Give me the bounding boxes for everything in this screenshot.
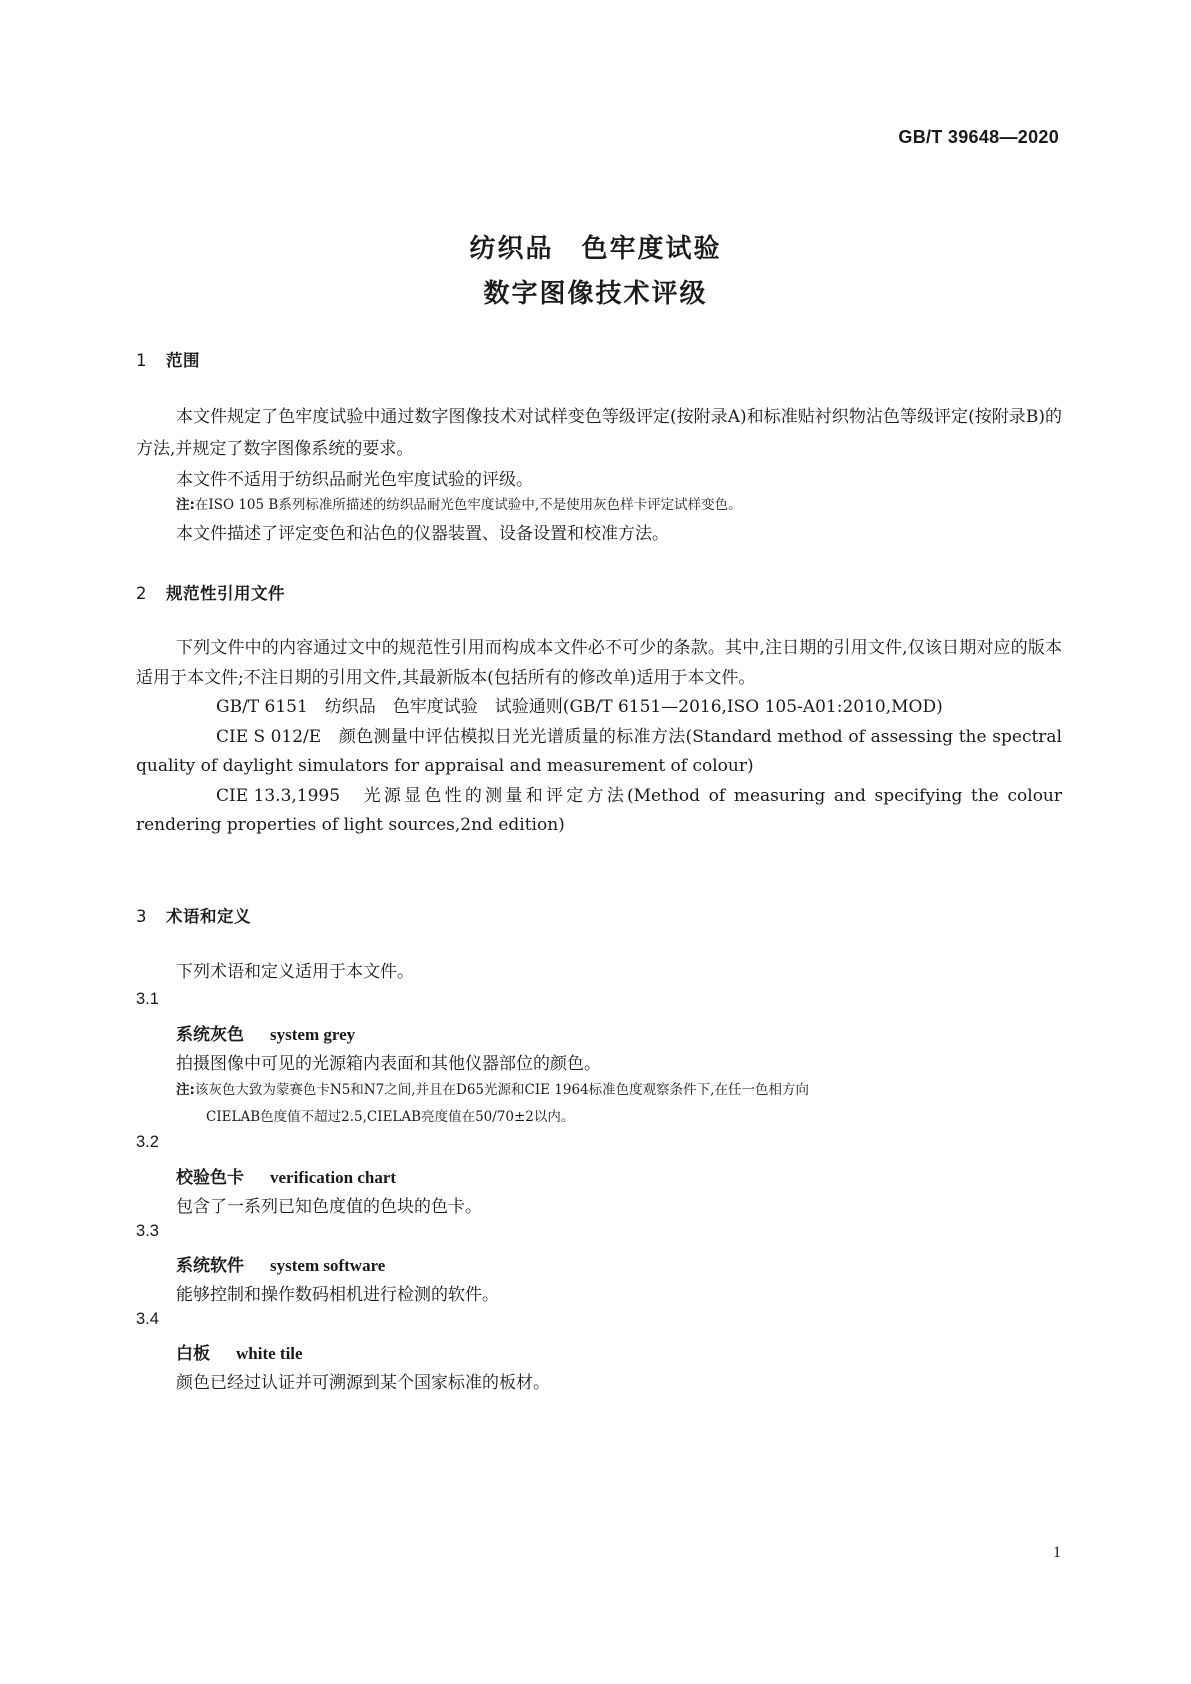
- paragraph: 本文件规定了色牢度试验中通过数字图像技术对试样变色等级评定(按附录A)和标准贴衬织物沾色等级评定(按附录B)的方法,并规定了数字图像系统的要求。: [136, 407, 1062, 459]
- term-number: 3.4: [136, 1310, 159, 1328]
- paragraph: 本文件描述了评定变色和沾色的仪器装置、设备设置和校准方法。: [176, 524, 669, 544]
- section-1-body: [136, 402, 1062, 497]
- term-heading: [176, 1163, 396, 1188]
- section-number: 3: [136, 907, 147, 926]
- document-title-line1: 纺织品 色牢度试验: [469, 234, 722, 264]
- note-label: 注:: [176, 497, 195, 513]
- reference-text: 颜色测量中评估模拟日光光谱质量的标准方法(Standard method of assessing the spectral quality of daylight simulators for appraisal and measurement of colour): [136, 726, 1062, 776]
- note-text-continued: CIELAB色度值不超过2.5,CIELAB亮度值在50/70±2以内。: [206, 1109, 575, 1125]
- section-1-heading: [136, 347, 200, 371]
- term-note: [176, 1077, 1062, 1131]
- section-2-body: [136, 634, 1062, 841]
- term-zh: 系统软件: [176, 1256, 244, 1276]
- standard-code: GB/T 39648—2020: [898, 127, 1059, 147]
- term-heading: [176, 1339, 303, 1364]
- section-3-heading: [136, 903, 251, 927]
- section-number: 2: [136, 584, 147, 603]
- term-zh: 白板: [176, 1344, 210, 1364]
- term-definition: 拍摄图像中可见的光源箱内表面和其他仪器部位的颜色。: [176, 1054, 601, 1074]
- term-definition: 包含了一系列已知色度值的色块的色卡。: [176, 1197, 482, 1217]
- section-2-heading: [136, 580, 285, 604]
- term-number: 3.1: [136, 990, 159, 1008]
- reference-item: [136, 693, 1062, 723]
- note-label: 注:: [176, 1082, 195, 1098]
- term-heading: [176, 1251, 385, 1276]
- reference-text: 光源显色性的测量和评定方法(Method of measuring and specifying the colour rendering properties of light sources,2nd edition): [136, 785, 1062, 835]
- term-en: white tile: [236, 1344, 303, 1363]
- reference-code: CIE S 012/E: [216, 726, 322, 747]
- term-number: 3.3: [136, 1222, 159, 1240]
- reference-text: 纺织品 色牢度试验 试验通则(GB/T 6151—2016,ISO 105-A01:2010,MOD): [324, 697, 943, 717]
- term-heading: [176, 1020, 355, 1045]
- reference-item: [136, 723, 1062, 782]
- term-zh: 校验色卡: [176, 1168, 244, 1188]
- section-title: 范围: [166, 351, 200, 370]
- term-definition: 能够控制和操作数码相机进行检测的软件。: [176, 1285, 499, 1305]
- term-en: system software: [270, 1256, 386, 1275]
- reference-item: [136, 782, 1062, 841]
- term-en: verification chart: [270, 1168, 397, 1187]
- section-3-intro: [136, 957, 1062, 989]
- page-number: 1: [1053, 1544, 1061, 1561]
- section-title: 规范性引用文件: [166, 584, 285, 603]
- paragraph: 下列文件中的内容通过文中的规范性引用而构成本文件必不可少的条款。其中,注日期的引用文件,仅该日期对应的版本适用于本文件;不注日期的引用文件,其最新版本(包括所有的修改单)适用于本文件。: [136, 638, 1062, 688]
- term-number: 3.2: [136, 1133, 159, 1151]
- term-definition: 颜色已经过认证并可溯源到某个国家标准的板材。: [176, 1373, 550, 1393]
- section-title: 术语和定义: [166, 907, 251, 926]
- note-text: 在ISO 105 B系列标准所描述的纺织品耐光色牢度试验中,不是使用灰色样卡评定试样变色。: [194, 497, 742, 513]
- document-title-line2: 数字图像技术评级: [483, 279, 708, 309]
- paragraph: 本文件不适用于纺织品耐光色牢度试验的评级。: [176, 470, 533, 490]
- reference-code: CIE 13.3,1995: [216, 785, 341, 806]
- term-zh: 系统灰色: [176, 1025, 244, 1045]
- paragraph: 下列术语和定义适用于本文件。: [176, 962, 414, 982]
- note-text: 该灰色大致为蒙赛色卡N5和N7之间,并且在D65光源和CIE 1964标准色度观察条件下,在任一色相方向: [194, 1082, 809, 1098]
- section-number: 1: [136, 351, 147, 370]
- section-1-body-end: [136, 519, 1062, 551]
- reference-code: GB/T 6151: [216, 697, 308, 717]
- term-en: system grey: [270, 1025, 356, 1044]
- section-1-note: [176, 492, 1062, 519]
